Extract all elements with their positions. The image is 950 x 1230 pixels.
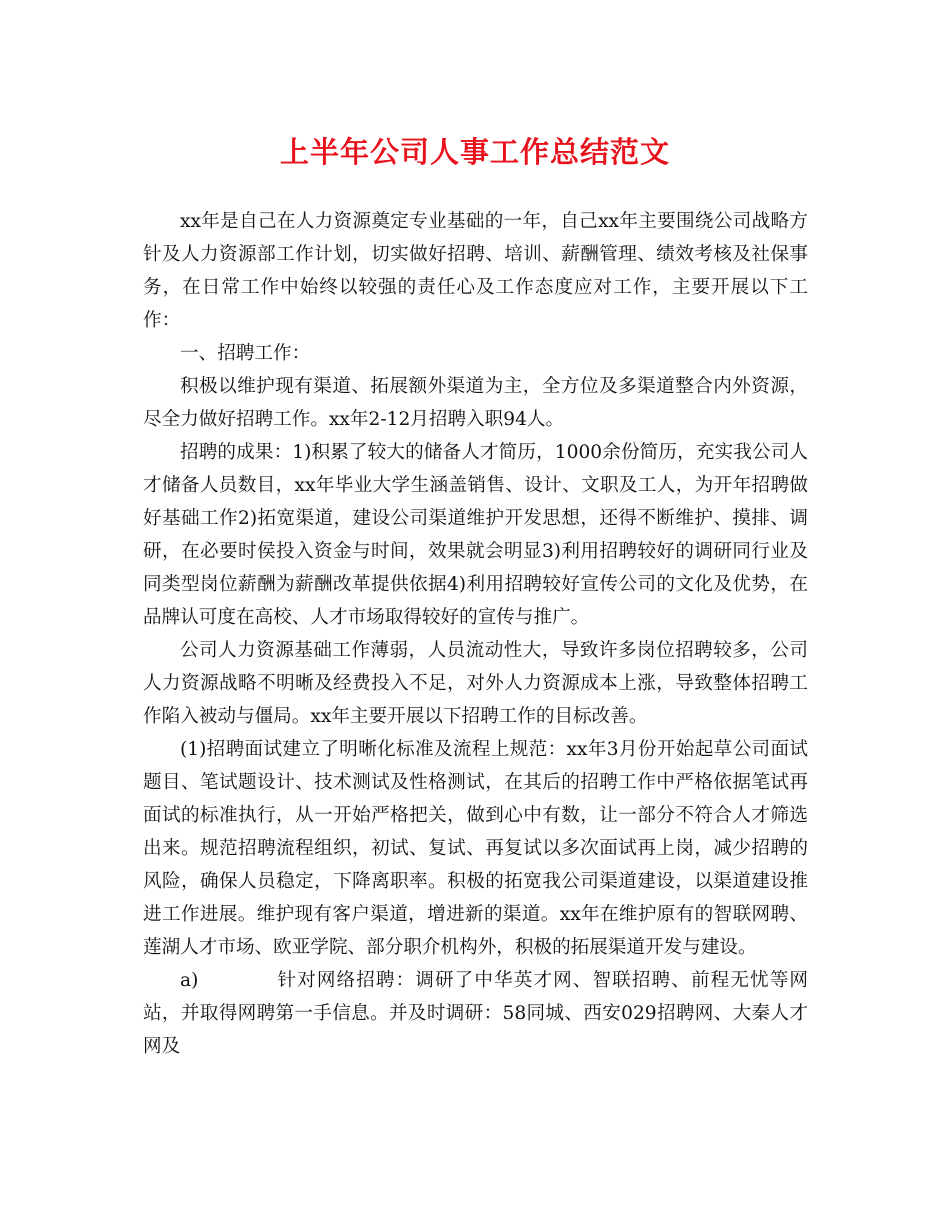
interview-standards-paragraph: (1)招聘面试建立了明晰化标准及流程上规范：xx年3月份开始起草公司面试题目、笔试题设计、技术测试及性格测试，在其后的招聘工作中严格依据笔试再面试的标准执行，从一开始严格把关，做到心中有数，让一部分不符合人才筛选出来。规范招聘流程组织，初试、复试、再复试以多次面试再上岗，减少招聘的风险，确保人员稳定，下降离职率。积极的拓宽我公司渠道建设，以渠道建设推进工作进展。维护现有客户渠道，增进新的渠道。xx年在维护原有的智联网聘、莲湖人才市场、欧亚学院、部分职介机构外，积极的拓展渠道开发与建设。	[143, 739, 808, 958]
intro-paragraph: xx年是自己在人力资源奠定专业基础的一年，自己xx年主要围绕公司战略方针及人力资源部工作计划，切实做好招聘、培训、薪酬管理、绩效考核及社保事务，在日常工作中始终以较强的责任心及工作态度应对工作，主要开展以下工作：	[143, 211, 808, 331]
document-title: 上半年公司人事工作总结范文	[279, 135, 670, 169]
recruitment-paragraph: 积极以维护现有渠道、拓展额外渠道为主，全方位及多渠道整合内外资源，尽全力做好招聘工作。xx年2-12月招聘入职94人。	[143, 376, 808, 430]
list-item-a-text: 针对网络招聘：调研了中华英才网、智联招聘、前程无忧等网站，并取得网聘第一手信息。并及时调研：58同城、西安029招聘网、大秦人才网及	[143, 970, 808, 1057]
hr-foundation-paragraph: 公司人力资源基础工作薄弱，人员流动性大，导致许多岗位招聘较多，公司人力资源战略不明晰及经费投入不足，对外人力资源成本上涨，导致整体招聘工作陷入被动与僵局。xx年主要开展以下招聘工作的目标改善。	[143, 640, 808, 727]
list-item-a	[143, 964, 808, 1063]
document-body	[143, 205, 808, 1063]
recruitment-results-paragraph: 招聘的成果：1)积累了较大的储备人才简历，1000余份简历，充实我公司人才储备人员数目，xx年毕业大学生涵盖销售、设计、文职及工人，为开年招聘做好基础工作2)拓宽渠道，建设公司渠道维护开发思想，还得不断维护、摸排、调研，在必要时侯投入资金与时间，效果就会明显3)利用招聘较好的调研同行业及同类型岗位薪酬为薪酬改革提供依据4)利用招聘较好宣传公司的文化及优势，在品牌认可度在高校、人才市场取得较好的宣传与推广。	[143, 442, 808, 628]
section-heading-recruitment: 一、招聘工作：	[180, 343, 311, 364]
list-item-a-marker: a)	[180, 970, 199, 991]
